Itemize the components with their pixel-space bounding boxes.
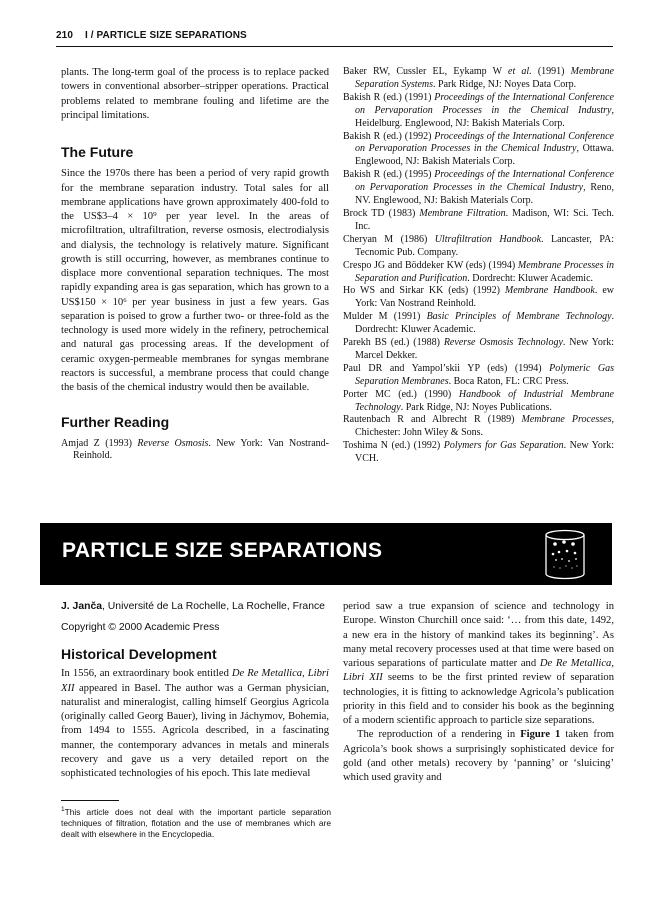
footnote-rule xyxy=(61,800,119,801)
historical-development-heading: Historical Development xyxy=(61,646,217,662)
reference-item: Bakish R (ed.) (1995) Proceedings of the International Conference on Pervaporation Processes in the Chemical Industry, Reno, NV. Englewood, NJ: Bakish Materials Corp. xyxy=(343,169,614,207)
author-name: J. Janča xyxy=(61,601,103,612)
reference-item: Baker RW, Cussler EL, Eykamp W et al. (1991) Membrane Separation Systems. Park Ridge, NJ: Noyes Data Corp. xyxy=(343,66,614,90)
footnote xyxy=(61,804,331,840)
reference-item: Cheryan M (1986) Ultrafiltration Handbook. Lancaster, PA: Tecnomic Pub. Company. xyxy=(343,233,614,258)
reference-item: Rautenbach R and Albrecht R (1989) Membrane Processes, Chichester: John Wiley & Sons. xyxy=(343,414,614,439)
reference-item: Paul DR and Yampol’skii YP (eds) (1994) Polymeric Gas Separation Membranes. Boca Raton, FL: CRC Press. xyxy=(343,362,614,387)
future-paragraph: Since the 1970s there has been a period of very rapid growth for the membrane separation industry. Total sales for all membrane applications have grown approximately 400-fold to the US$3–4 × 10⁹ per year level. In the areas of microfiltration, ultrafiltration, reverse osmosis, electrodialysis and dialysis, the technology is relatively mature. Significant growth is still occurring, however, as membranes continue to displace more conventional separation techniques. The most rapidly expanding area is gas separation, which has grown to a US$150 × 10⁶ per year business in just a few years. Gas separation is poised to grow a further two- or three-fold as the technology is used more widely in the refinery, petrochemical and natural gas processing areas. If the development of ceramic oxygen-permeable membranes for syngas membrane reactors is successful, a membrane process that could change the basis of the chemical industry would then be available. xyxy=(61,168,329,393)
left-column-article xyxy=(61,600,329,781)
left-column-top xyxy=(61,66,329,463)
article-title: PARTICLE SIZE SEPARATIONS xyxy=(62,539,383,562)
page-number: 210 xyxy=(56,30,73,41)
reference-item: Brock TD (1983) Membrane Filtration. Madison, WI: Sci. Tech. Inc. xyxy=(343,207,614,232)
reference-item: Crespo JG and Böddeker KW (eds) (1994) Membrane Processes in Separation and Purification. Dordrecht: Kluwer Academic. xyxy=(343,259,614,284)
right-column-article xyxy=(343,600,614,840)
article-title-banner xyxy=(40,523,612,585)
historical-paragraph-1-continued: period saw a true expansion of science and technology in Europe. Winston Churchill once said: ‘… from this date, 1492, a new era in the history of mankind takes its beginning’. As many metal recovery processes used at that time were based on various separations of particulate matter and De Re Metallica, Libri XII seems to be the first printed review of separation technologies, it is fitting to acknowledge Agricola’s publication priority in this field and to consider his book as the beginning of a modern scientific approach to particle size separations. xyxy=(343,601,614,726)
author-affiliation: , Université de La Rochelle, La Rochelle, France xyxy=(102,601,325,612)
reference-item: Bakish R (ed.) (1991) Proceedings of the International Conference on Pervaporation Processes in the Chemical Industry, Heidelburg. Englewood, NJ: Bakish Materials Corp. xyxy=(343,91,614,129)
particle-cylinder-icon xyxy=(535,527,595,583)
header-rule xyxy=(56,46,613,47)
copyright-line: Copyright © 2000 Academic Press xyxy=(61,622,220,633)
running-header xyxy=(56,30,613,44)
reference-list xyxy=(343,66,614,466)
reference-item: Amjad Z (1993) Reverse Osmosis. New York: Van Nostrand-Reinhold. xyxy=(61,437,329,462)
historical-paragraph-1: In 1556, an extraordinary book entitled De Re Metallica, Libri XII appeared in Basel. The author was a German physician, naturalist and mineralogist, calling himself Georgius Agricola (originally called Georg Bauer), living in Jáchymov, Bohemia, from 1494 to 1555. Agricola described, in a fascinating manner, the contemporary advances in metals and minerals recovery and gave us a very detailed report on the sophisticated technologies of his epoch. This late medieval xyxy=(61,668,329,779)
reference-item: Parekh BS (ed.) (1988) Reverse Osmosis Technology. New York: Marcel Dekker. xyxy=(343,337,615,361)
future-heading: The Future xyxy=(61,144,134,160)
reference-item: Toshima N (ed.) (1992) Polymers for Gas Separation. New York: VCH. xyxy=(343,440,614,465)
further-reading-heading: Further Reading xyxy=(61,414,170,431)
footnote-text: This article does not deal with the important particle separation techniques of filtration, flotation and the use of membranes which are dealt with elsewhere in the Encyclopedia. xyxy=(61,806,331,839)
author-line xyxy=(61,600,329,614)
historical-paragraph-2: The reproduction of a rendering in Figure 1 taken from Agricola’s book shows a surprisingly sophisticated device for gold (and other metals) recovery by ‘panning’ or ‘sluicing’ which used gravity and xyxy=(343,729,614,783)
footnote-marker: 1 xyxy=(61,806,65,813)
reference-item: Ho WS and Sirkar KK (eds) (1992) Membrane Handbook. ew York: Van Nostrand Reinhold. xyxy=(343,285,615,310)
reference-item: Bakish R (ed.) (1992) Proceedings of the International Conference on Pervaporation Processes in the Chemical Industry, Ottawa. Englewood, NJ: Bakish Materials Corp. xyxy=(343,130,614,168)
running-header-section: I / PARTICLE SIZE SEPARATIONS xyxy=(85,30,247,41)
reference-item: Porter MC (ed.) (1990) Handbook of Industrial Membrane Technology. Park Ridge, NJ: Noyes Publications. xyxy=(343,388,614,413)
reference-item: Mulder M (1991) Basic Principles of Membrane Technology. Dordrecht: Kluwer Academic. xyxy=(343,311,615,336)
intro-paragraph: plants. The long-term goal of the process is to replace packed towers in conventional absorber–stripper operations. Practical problems related to membrane fouling and lifetime are the principal limitations. xyxy=(61,67,329,121)
